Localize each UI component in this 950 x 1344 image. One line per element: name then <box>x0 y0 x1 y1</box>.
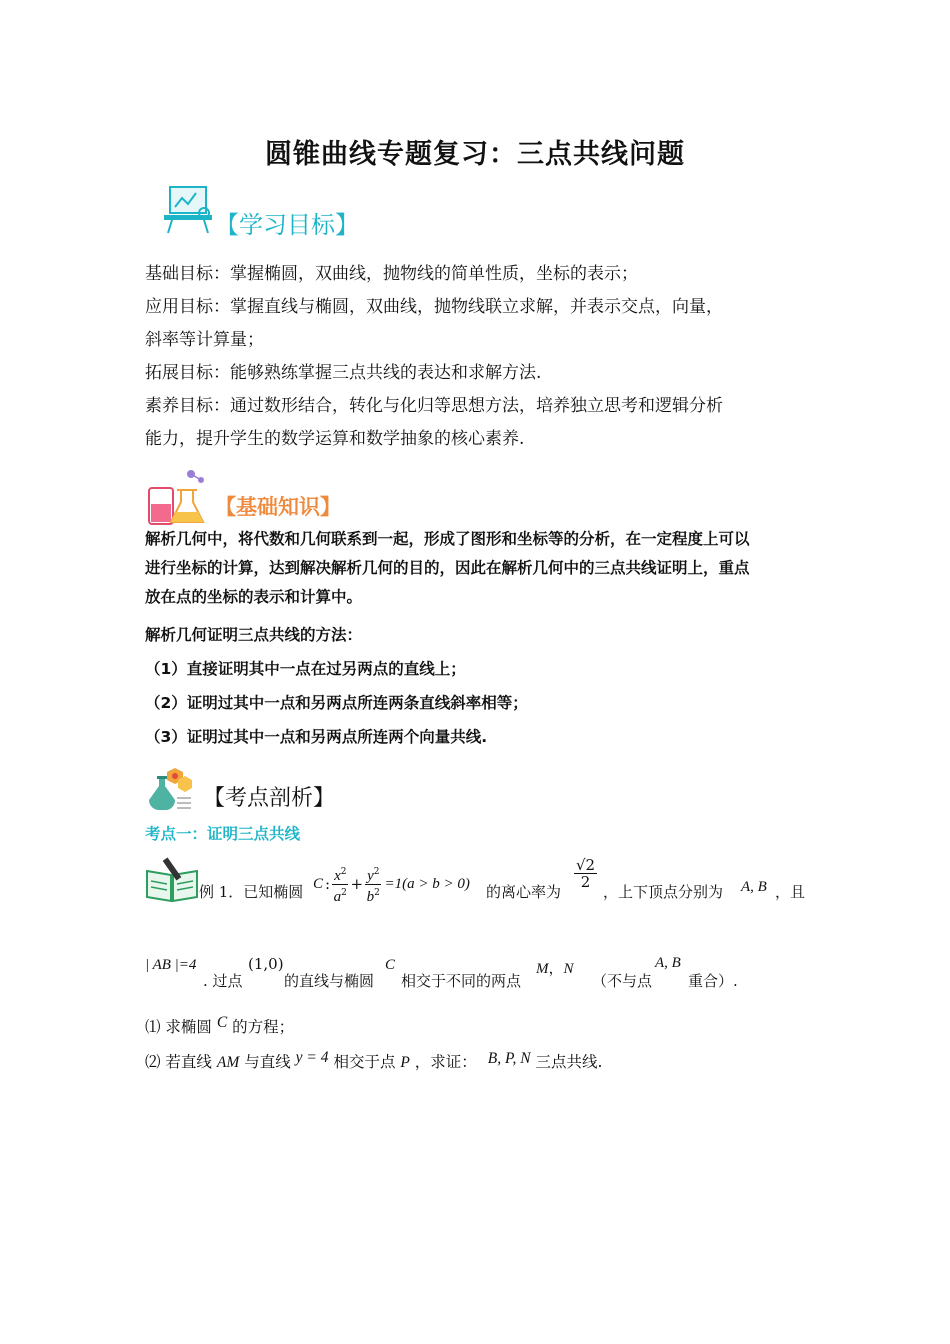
a-var: a <box>333 888 342 905</box>
study-line: 拓展目标：能够熟练掌握三点共线的表达和求解方法. <box>145 363 542 383</box>
q2-prefix: ⑵ 若直线 <box>145 1053 212 1071</box>
study-line: 基础目标：掌握椭圆，双曲线，抛物线的简单性质，坐标的表示； <box>145 264 638 284</box>
ecc-numerator: √2 <box>576 856 596 874</box>
exp: 2 <box>373 866 380 877</box>
q2-with: 与直线 <box>244 1053 291 1071</box>
eq-condition: =1(a > b > 0) <box>384 875 470 892</box>
y-fraction <box>365 864 381 905</box>
y-var: y <box>367 867 374 884</box>
teacher-board-icon <box>160 183 216 239</box>
q2-prove: ，求证： <box>414 1053 477 1071</box>
q1-c: C <box>216 1014 228 1031</box>
ecc-value <box>574 857 597 890</box>
methods-list <box>145 618 810 754</box>
q1-suffix: 的方程； <box>232 1018 295 1036</box>
b-var: b <box>366 888 375 905</box>
x-var: x <box>334 867 341 884</box>
ecc-denominator: 2 <box>580 873 591 891</box>
and-text: ，且 <box>775 883 806 901</box>
ab-length: | AB |=4 <box>145 957 197 973</box>
meet-text: 相交于不同的两点 <box>401 972 522 990</box>
page-title: 圆锥曲线专题复习：三点共线问题 <box>265 139 685 170</box>
mn-comma: ， <box>548 959 564 977</box>
study-line: 斜率等计算量； <box>145 330 264 350</box>
ellipse-equation <box>313 859 470 909</box>
q2-collinear: 三点共线. <box>535 1053 603 1071</box>
vertex-text: ，上下顶点分别为 <box>603 883 724 901</box>
q2-y4: y = 4 <box>295 1049 329 1066</box>
q2-meet: 相交于点 <box>333 1053 396 1071</box>
open-book-pencil-icon <box>145 857 199 907</box>
exp: 2 <box>374 887 380 898</box>
method-item: （2）证明过其中一点和另两点所连两条直线斜率相等； <box>145 694 528 712</box>
study-goals-heading: 【学习目标】 <box>215 211 359 239</box>
flask-honeycomb-icon <box>145 766 195 816</box>
ellipse-c: C <box>313 875 324 892</box>
line-text: 的直线与椭圆 <box>284 972 375 990</box>
lab-flask-icon <box>145 466 209 532</box>
study-line: 素养目标：通过数形结合，转化与化归等思想方法，培养独立思考和逻辑分析 <box>145 396 723 416</box>
q2-bpn: B, P, N <box>487 1050 531 1067</box>
points-mn <box>536 957 574 978</box>
method-item: （1）直接证明其中一点在过另两点的直线上； <box>145 660 466 678</box>
study-line: 能力，提升学生的数学运算和数学抽象的核心素养. <box>145 429 525 449</box>
study-goals-list <box>145 258 810 456</box>
point-coord: (1,0) <box>248 955 284 973</box>
pass-text: . 过点 <box>203 972 243 990</box>
vertices-ab: A, B <box>741 879 767 895</box>
exam-point-title: 考点一：证明三点共线 <box>145 825 301 843</box>
method-item: （3）证明过其中一点和另两点所连两个向量共线. <box>145 728 488 746</box>
plus-sign: + <box>350 875 364 893</box>
q2-am: AM <box>216 1054 240 1071</box>
q1-prefix: ⑴ 求椭圆 <box>145 1018 212 1036</box>
basic-knowledge-body <box>145 525 810 612</box>
basic-line: 放在点的坐标的表示和计算中。 <box>145 588 363 606</box>
ecc-text: 的离心率为 <box>486 883 562 901</box>
basic-knowledge-heading: 【基础知识】 <box>215 495 341 519</box>
not-with-text: （不与点 <box>592 972 653 990</box>
ellipse-c2: C <box>385 957 396 973</box>
coincide-text: 重合）. <box>688 972 738 990</box>
exp: 2 <box>340 866 347 877</box>
q2-p: P <box>400 1054 410 1071</box>
question-2 <box>145 1050 602 1072</box>
methods-intro: 解析几何证明三点共线的方法： <box>145 626 363 644</box>
exam-analysis-heading: 【考点剖析】 <box>203 786 336 811</box>
vertices-ab2: A, B <box>655 955 681 971</box>
question-1 <box>145 1015 294 1037</box>
basic-line: 解析几何中，将代数和几何联系到一起，形成了图形和坐标等的分析，在一定程度上可以 <box>145 530 750 548</box>
eq-colon: : <box>325 875 331 893</box>
example-label: 例 1．已知椭圆 <box>199 883 304 901</box>
point-n: N <box>563 961 574 977</box>
basic-line: 进行坐标的计算，达到解决解析几何的目的，因此在解析几何中的三点共线证明上，重点 <box>145 559 750 577</box>
study-line: 应用目标：掌握直线与椭圆，双曲线，抛物线联立求解，并表示交点，向量， <box>145 297 723 317</box>
x-fraction <box>332 864 348 905</box>
exp: 2 <box>341 887 347 898</box>
point-m: M <box>536 961 549 977</box>
